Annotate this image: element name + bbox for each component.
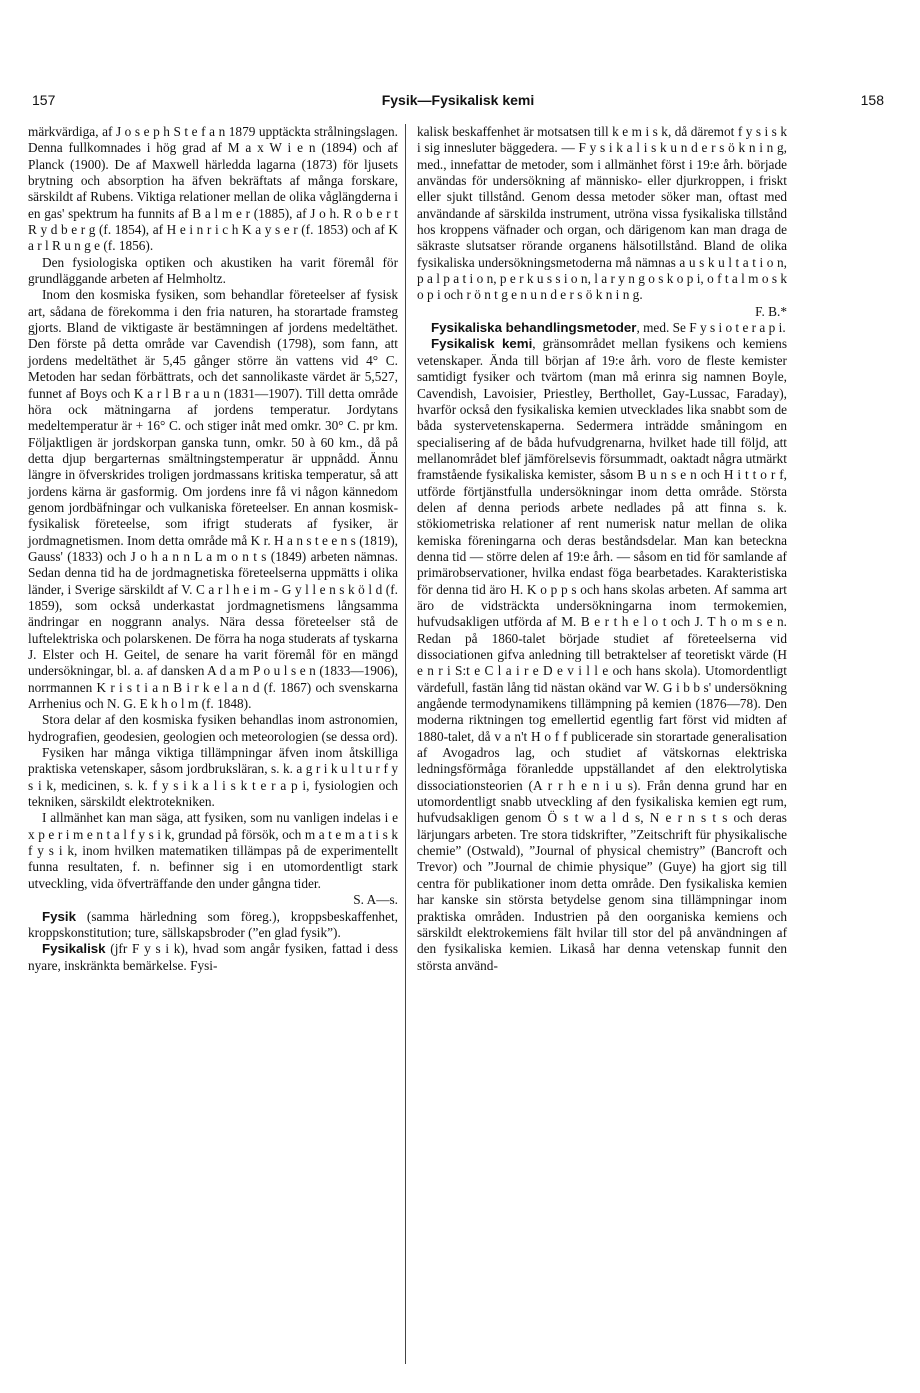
dictionary-entry	[28, 941, 398, 974]
paragraph: kalisk beskaffenhet är motsatsen till k e m i s k, då däremot f y s i s k i sig innesluter bäggedera. — F y s i k a l i s k u n d e r s ö k n i n g, med., innefattar de metoder, som i allmänhet först i 19:e årh. började användas för undersökning af människo- eller djurkroppen, i friskt eller sjukt tillstånd. Genom dessa metoder söker man, oftast med användande af särskilda instrument, utröna vissa fysikaliska tillstånd hos kroppens väfnader och organ, och därigenom kan man draga de säkraste slutsatser rörande organens hälsotillstånd. Bland de olika fysikaliska undersökningsmetoderna må nämnas a u s k u l t a t i o n, p a l p a t i o n, p e r k u s s i o n, l a r y n g o s k o p i, o f t a l m o s k o p i och r ö n t g e n u n d e r s ö k n i n g.	[417, 124, 787, 303]
paragraph: Stora delar af den kosmiska fysiken behandlas inom astronomien, hydrografien, geodesien, geologien och meteorologien (se dessa ord).	[28, 712, 398, 744]
page-number-left: 157	[32, 92, 56, 108]
column-divider	[405, 124, 406, 1364]
entry-headword: Fysikaliska behandlingsmetoder	[431, 320, 637, 336]
entry-headword: Fysikalisk	[42, 941, 106, 957]
entry-headword: Fysik	[42, 908, 77, 924]
dictionary-entry	[28, 909, 398, 942]
dictionary-entry	[417, 336, 787, 973]
paragraph: märkvärdiga, af J o s e p h S t e f a n 1879 upptäckta strålningslagen. Denna fullkomnades i hög grad af M a x W i e n (1894) och af Planck (1900). De af Maxwell härledda lagarna (1873) för ljusets brytning och absorption ha äfven bekräftats af många forskare, särskildt af Rubens. Viktiga relationer mellan de olika våglängderna i en gas' spektrum ha funnits af B a l m e r (1885), af J o h. R o b e r t R y d b e r g (f. 1854), af H e i n r i c h K a y s e r (f. 1853) och af K a r l R u n g e (f. 1856).	[28, 124, 398, 254]
paragraph: Den fysiologiska optiken och akustiken ha varit föremål för grundläggande arbeten af Helmholtz.	[28, 254, 398, 287]
page-number-right: 158	[860, 92, 884, 108]
entry-text: (jfr F y s i k), hvad som angår fysiken, fattad i dess nyare, inskränkta bemärkelse. Fysi-	[28, 941, 398, 973]
author-signature: S. A—s.	[353, 892, 398, 908]
paragraph: Fysiken har många viktiga tillämpningar äfven inom åtskilliga praktiska vetenskaper, såsom jordbruksläran, s. k. a g r i k u l t u r f y s i k, medicinen, s. k. f y s i k a l i s k t e r a p i, fysiologien och tekniken, särskildt elektrotekniken.	[28, 745, 398, 810]
entry-text: , gränsområdet mellan fysikens och kemiens vetenskaper. Ända till början af 19:e årh. voro de fleste kemister samtidigt fysiker och tvärtom (man må erinra sig namnen Boyle, Cavendish, Lavoisier, Priestley, Berthollet, Gay-Lussac, Faraday), hvarför också den fysikaliska kemien utvecklades lika snabbt som de båda systervetenskaperna. Sedermera inträdde småningom en specialisering af de båda hufvudgrenarna, hvilket hade till följd, att mellanområdet blef jämförelsevis försummadt, oaktadt några utmärkt framstående fysikaliska kemister, såsom B u n s e n och H i t t o r f, utförde förtjänstfulla undersökningar inom detta område. Största delen af denna periods arbete nedlades på att finna s. k. stökiometriska relationer af rent numerisk natur mellan de olika kemiska föreningarna och deras beståndsdelar. Man kan beteckna denna tid — större delen af 19:e årh. — såsom en tid för samlande af primärobservationer, hvilka endast föga bearbetades. Karakteristiska för denna tid äro H. K o p p s och hans skolas arbeten. Af samma art äro de vidsträckta undersökningarna inom termokemien, hufvudsakligen utförda af M. B e r t h e l o t och J. T h o m s e n. Redan på 1860-talet började studiet af företeelserna vid dissociationen gifva anledning till betraktelser af teoretiskt värde (H e n r i S:t e C l a i r e D e v i l l e och hans skola). Utomordentligt värdefull, fastän lång tid nästan okänd var W. G i b b s' undersökning angående termodynamikens tillämpning på kemien (1876—78). Den moderna riktningen tog emellertid egentlig fart först vid midten af 1880-talet, då v a n't H o f f publicerade sin storartade generalisation af Avogadros lag, och studiet af vätskornas elektriska ledningsförmåga föranledde uppställandet af den elektrolytiska dissociationsteorien (A r r h e n i u s). Från denna grund har en utomordentligt snabb utveckling af den fysikaliska kemien egt rum, hufvudsakligen genom Ö s t w a l d s, N e r n s t s och deras lärjungars arbeten. Tre stora tidskrifter, ”Zeitschrift für physikalische chemie” (Ostwald), ”Journal of physical chemistry” (Bancroft och Trevor) och ”Journal de chimie physique” (Guye) ha gjort sig till centra för publikationer inom detta område. Den fysikaliska kemien har kanske sin största betydelse genom sina tillämpningar inom praktiska områden. Industrien på den oorganiska kemiens och särskildt elektrokemiens fält hvilar till stor del på användningen af den fysikaliska kemien. Likaså har denna vetenskap funnit den största använd-	[417, 336, 788, 973]
entry-text: , med. Se F y s i o t e r a p i.	[636, 320, 786, 336]
entry-headword: Fysikalisk kemi	[431, 336, 533, 352]
right-column	[417, 124, 787, 974]
entry-text: (samma härledning som föreg.), kroppsbeskaffenhet, kroppskonstitution; ture, sällskapsbroder (”en glad fysik”).	[28, 908, 398, 940]
running-title: Fysik—Fysikalisk kemi	[381, 92, 535, 108]
left-column	[28, 124, 398, 974]
paragraph: Inom den kosmiska fysiken, som behandlar företeelser af fysisk art, sådana de förekomma i den fria naturen, ha storartade framsteg gjorts. Bland de viktigaste är bestämningen af jordens medeltäthet. Den förste på detta område var Cavendish (1798), som fann, att jordens medeltäthet är 5,45 gånger större än vattens vid 4° C. Metoden har sedan förbättrats, och det sannolikaste värdet är 5,527, funnet af Boys och K a r l B r a u n (1831—1907). Till detta område höra ock mätningarna af jordens temperatur. Jordytans medeltemperatur är + 16° C. och stiger inåt med omkr. 30° C. pr km. Följaktligen är jordskorpan ganska tunn, omkr. 50 à 60 km., då på detta djup bergarternas smältningstemperatur är uppnådd. Ännu längre in öfverskrides troligen jordmassans kritiska temperatur, så att jordens kärna är gasformig. Om jordens inre få vi någon kännedom genom jordbäfningar och vulkaniska företeelser. En annan kosmisk-fysikalisk företeelse, som ifrigt studerats af fysiker, är jordmagnetismen. Inom detta område må K r. H a n s t e e n s (1819), Gauss' (1833) och J o h a n n L a m o n t s (1849) arbeten nämnas. Sedan denna tid ha de jordmagnetiska företeelserna uppmätts i olika länder, i Sverige särskildt af V. C a r l h e i m - G y l l e n s k ö l d (f. 1859), som också underkastat jordmagnetismens långsamma ändringar en noggrann analys. Nära dessa företeelser stå de luftelektriska och polarskenen. De förra ha noga studerats af tyskarna J. Elster och H. Geitel, de senare ha varit föremål för en mängd undersökningar, bl. a. af dansken A d a m P o u l s e n (1833—1906), norrmannen K r i s t i a n B i r k e l a n d (f. 1867) och svenskarna Arrhenius och N. G. E k h o l m (f. 1848).	[28, 287, 398, 712]
page-header	[32, 92, 884, 112]
paragraph: I allmänhet kan man säga, att fysiken, som nu vanligen indelas i e x p e r i m e n t a l f y s i k, grundad på försök, och m a t e m a t i s k f y s i k, inom hvilken matematiken tillämpas på de experimentellt funna resultaten, f. n. befinner sig i en utomordentligt stark utveckling, vida öfverträffande den under gångna tider.	[28, 810, 398, 891]
dictionary-entry	[417, 320, 787, 336]
author-signature: F. B.*	[755, 303, 787, 319]
